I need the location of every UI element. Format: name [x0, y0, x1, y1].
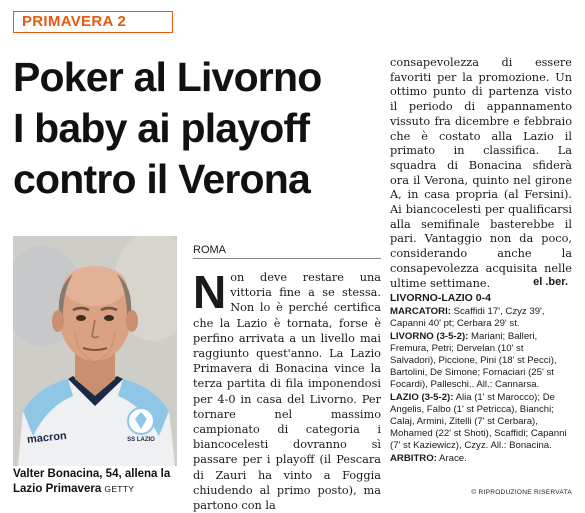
headline	[13, 52, 383, 205]
referee-text: Arace.	[439, 452, 467, 464]
headline-line-1: Poker al Livorno	[13, 54, 322, 100]
drop-cap: N	[193, 266, 227, 318]
article-continuation: consapevolezza di essere favoriti per la promozione. Un ottimo punto di partenza visto il periodo di appannamento vissuto fra dicembre e febbraio che è costato alla Lazio il primato in classifica. La squadra di Bonacina sfiderà ora il Verona, quinto nel girone A, in casa propria (al Fersini). Ai biancocelesti per qualificarsi alla semifinale basterebbe il pari. Vantaggio non da poco, considerando anche la consapevolezza acquisita nelle ultime settimane.	[390, 56, 572, 290]
lazio-lineup	[390, 392, 572, 453]
article-body	[193, 266, 381, 513]
referee-line	[390, 453, 572, 465]
scorers-label: MARCATORI:	[390, 306, 451, 318]
photo-credit: GETTY	[104, 484, 135, 494]
article-text: on deve restare una vittoria fine a se stessa. Non lo è perché certifica che la Lazio è tornata, forse è perfino arrivata a un livello mai raggiunto quest'anno. La Lazio Primavera di Bonacina vince la terza partita di fila imponendosi per 4-0 in casa del Livorno. Per tornare nel massimo campionato di categoria i biancocelesti dovranno sì passare per i playoff (il Pescara di Zauri ha vinto a Foggia chiudendo al primo posto), ma partono con la	[193, 271, 381, 513]
scorers-text: Scaffidi 17', Czyz 39', Capanni 40' pt; Cerbara 29' st.	[390, 306, 545, 330]
coach-photo	[13, 236, 177, 466]
livorno-lineup	[390, 331, 572, 392]
headline-line-3: contro il Verona	[13, 156, 311, 202]
coach-portrait-illustration	[13, 236, 177, 466]
livorno-text: Mariani; Balleri, Fremura, Petri; Dervelan (10' st Salvadori), Piccione, Pini (18' st Pecci), Bartolini, De Simone; Fornaciari (25' st Focardi), Palleschi.. All.: Cannarsa.	[390, 330, 557, 391]
lazio-label: LAZIO (3-5-2):	[390, 391, 454, 403]
dateline: ROMA	[193, 244, 381, 259]
livorno-label: LIVORNO (3-5-2):	[390, 330, 469, 342]
caption-text: Valter Bonacina, 54, allena la Lazio Primavera	[13, 468, 171, 495]
referee-label: ARBITRO:	[390, 452, 437, 464]
lazio-text: Alia (1' st Marocco); De Angelis, Falbo (1' st Petricca), Bianchi; Calaj, Armini, Zitelli (7' st Cerbara), Mohamed (22' st Shoti), Scaffidi; Capanni (7' st Kaziewicz), Czyz. All.: Bonacina.	[390, 391, 567, 452]
match-score: LIVORNO-LAZIO 0-4	[390, 292, 491, 304]
scorers-line	[390, 306, 572, 330]
author-signature: el .ber.	[533, 276, 568, 288]
jersey-sponsor-text: macron	[26, 429, 68, 447]
copyright-notice: © RIPRODUZIONE RISERVATA	[471, 489, 572, 496]
crest-text: SS LAZIO	[127, 437, 155, 443]
headline-line-2: I baby ai playoff	[13, 105, 310, 151]
section-tag: PRIMAVERA 2	[13, 11, 173, 33]
photo-caption	[13, 467, 183, 497]
match-report	[390, 292, 572, 465]
